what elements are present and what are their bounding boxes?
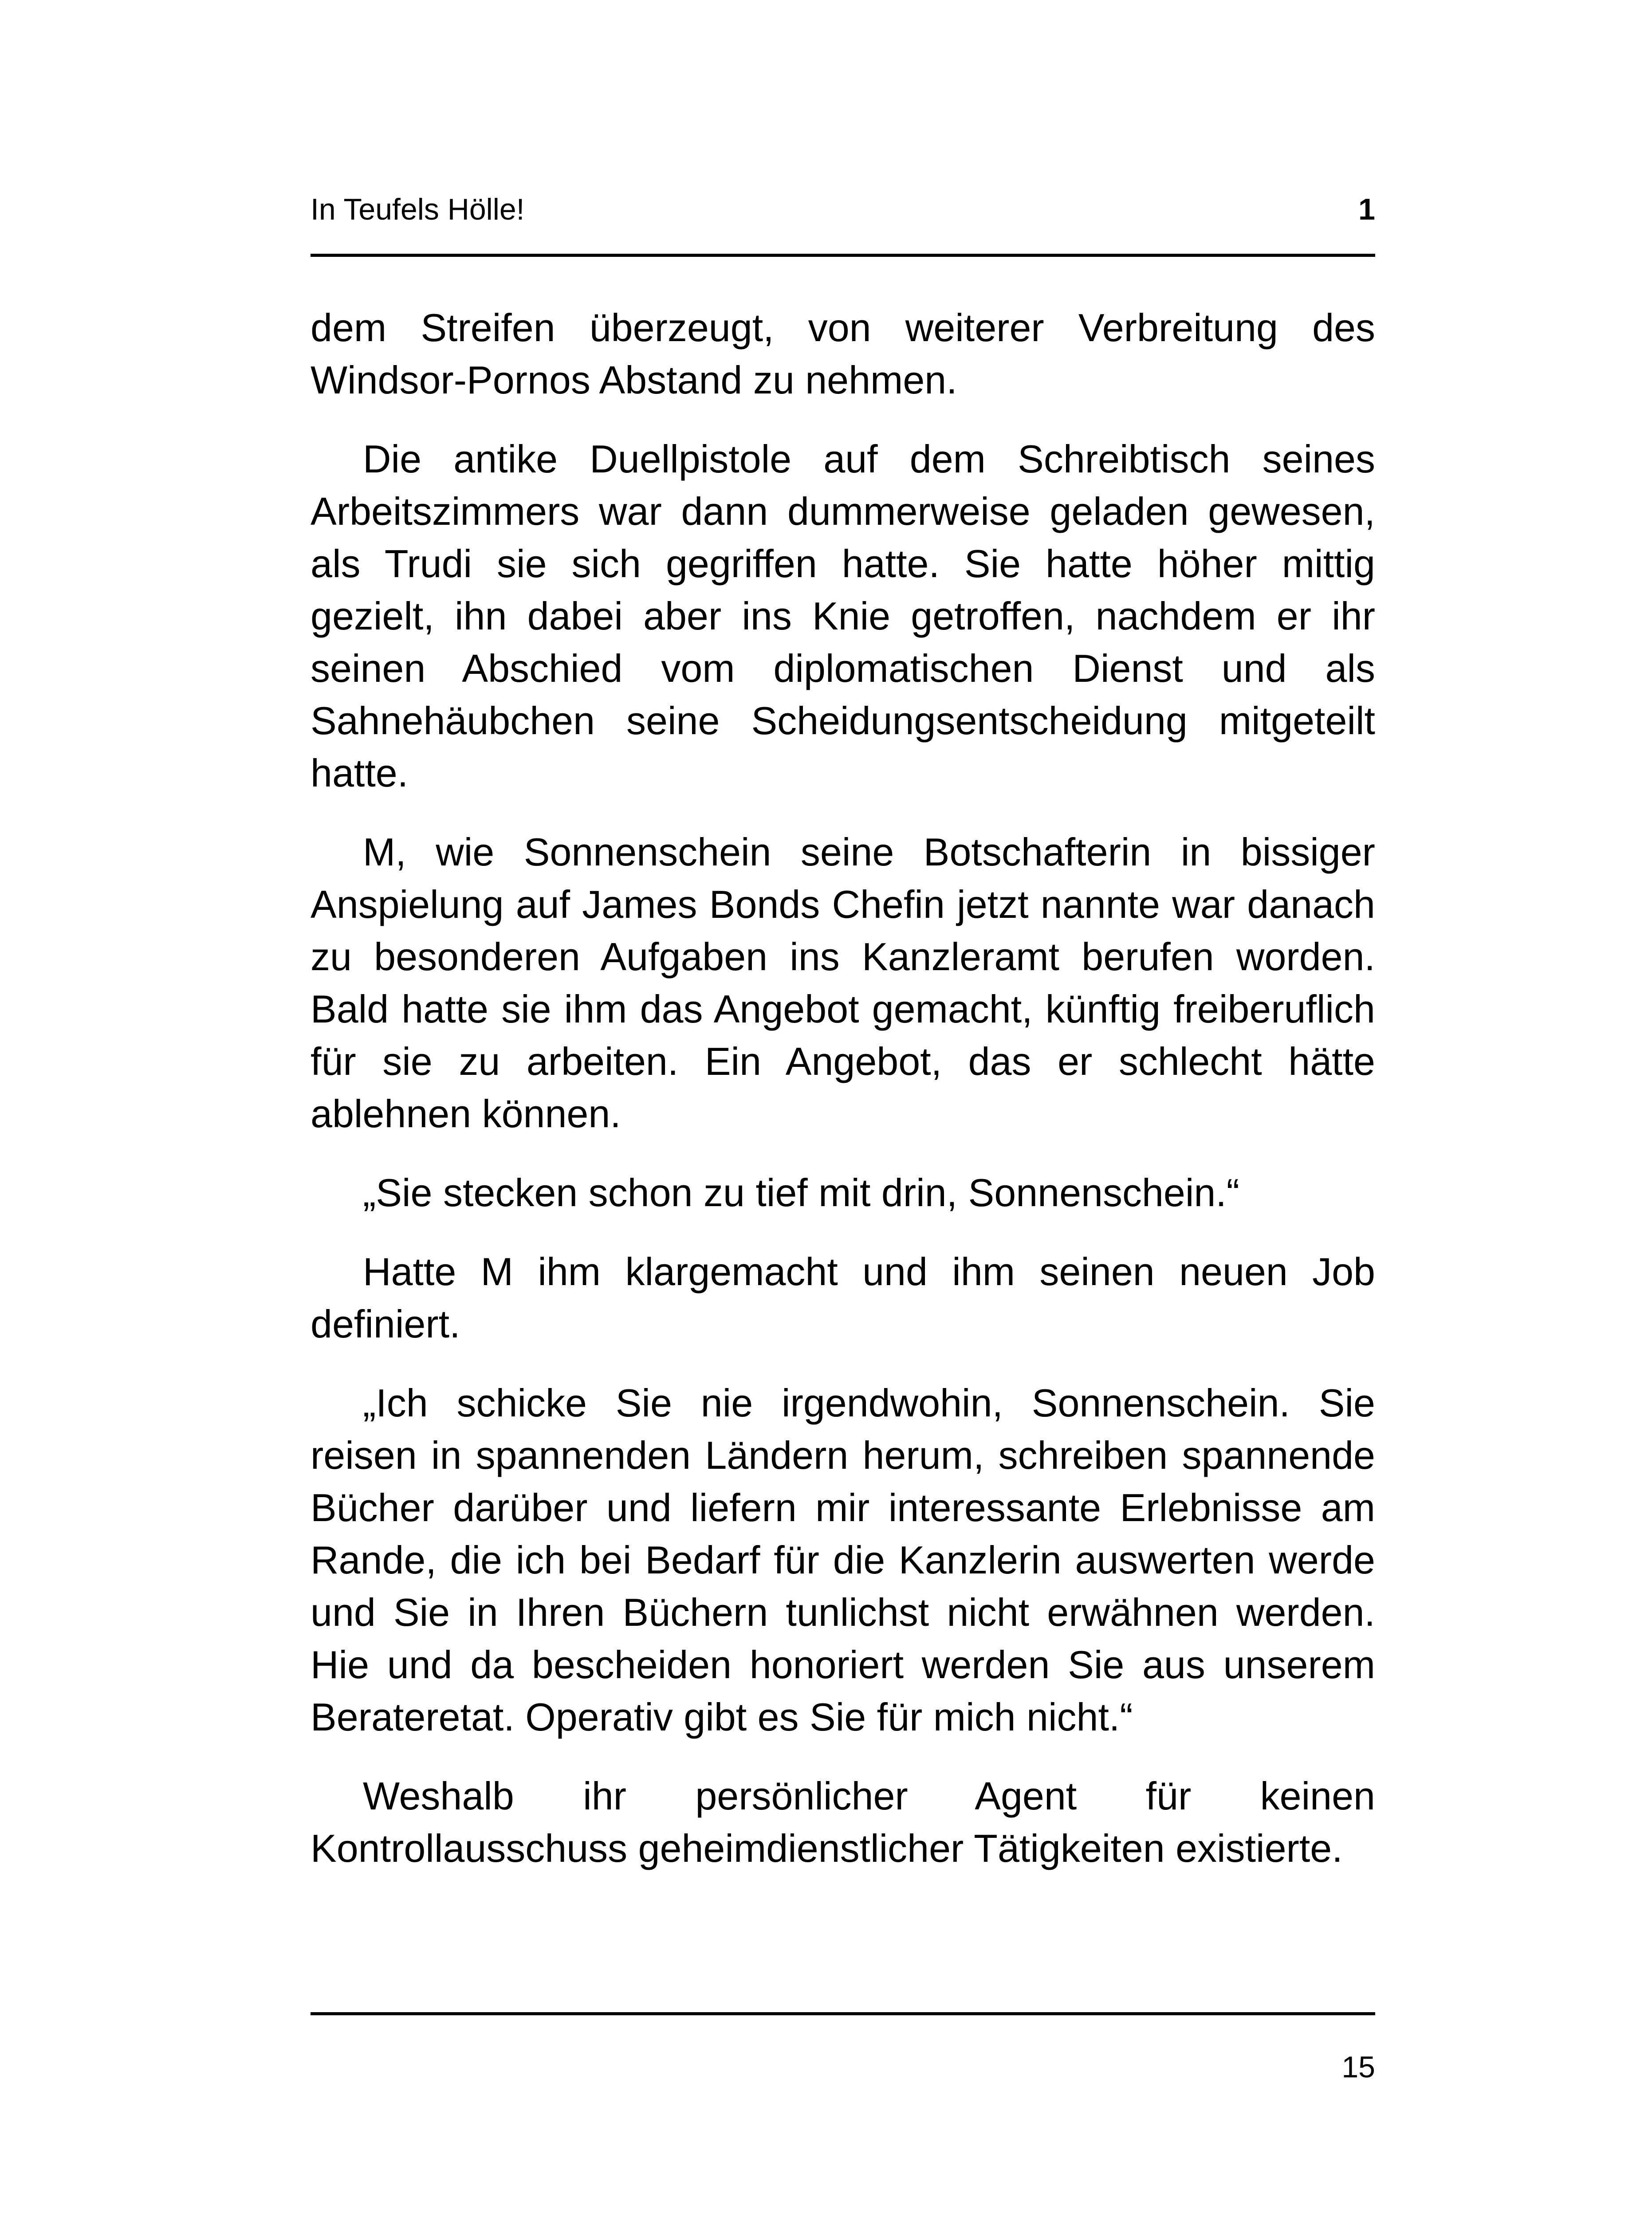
paragraph: Die antike Duellpistole auf dem Schreibtisch seines Arbeitszimmers war dann dummerweise geladen gewesen, als Trudi sie sich gegriffen hatte. Sie hatte höher mittig gezielt, ihn dabei aber ins Knie getroffen, nachdem er ihr seinen Abschied vom diplomatischen Dienst und als Sahnehäubchen seine Scheidungsentscheidung mitgeteilt hatte. (311, 437, 1375, 795)
page-body (311, 302, 1375, 1901)
running-header (311, 192, 1375, 257)
paragraph: dem Streifen überzeugt, von weiterer Verbreitung des Windsor-Pornos Abstand zu nehmen. (311, 306, 1375, 402)
paragraph: „Sie stecken schon zu tief mit drin, Sonnenschein.“ (363, 1171, 1240, 1215)
paragraph: M, wie Sonnenschein seine Botschafterin in bissiger Anspielung auf James Bonds Chefin jetzt nannte war danach zu besonderen Aufgaben ins Kanzleramt berufen worden. Bald hatte sie ihm das Angebot gemacht, künftig freiberuflich für sie zu arbeiten. Ein Angebot, das er schlecht hätte ablehnen können. (311, 830, 1375, 1136)
book-title: In Teufels Hölle! (311, 193, 525, 226)
paragraph: Hatte M ihm klargemacht und ihm seinen neuen Job definiert. (311, 1250, 1375, 1346)
paragraph: Weshalb ihr persönlicher Agent für keinen Kontrollausschuss geheimdienstlicher Tätigkeiten existierte. (311, 1774, 1375, 1870)
chapter-number: 1 (1358, 193, 1375, 226)
footer-divider (311, 2012, 1375, 2015)
paragraph: „Ich schicke Sie nie irgendwohin, Sonnenschein. Sie reisen in spannenden Ländern herum, schreiben spannende Bücher darüber und liefern mir interessante Erlebnisse am Rande, die ich bei Bedarf für die Kanzlerin auswerten werde und Sie in Ihren Büchern tunlichst nicht erwähnen werden. Hie und da bescheiden honoriert werden Sie aus unserem Berateretat. Operativ gibt es Sie für mich nicht.“ (311, 1381, 1375, 1739)
page-number: 15 (1341, 2050, 1375, 2084)
